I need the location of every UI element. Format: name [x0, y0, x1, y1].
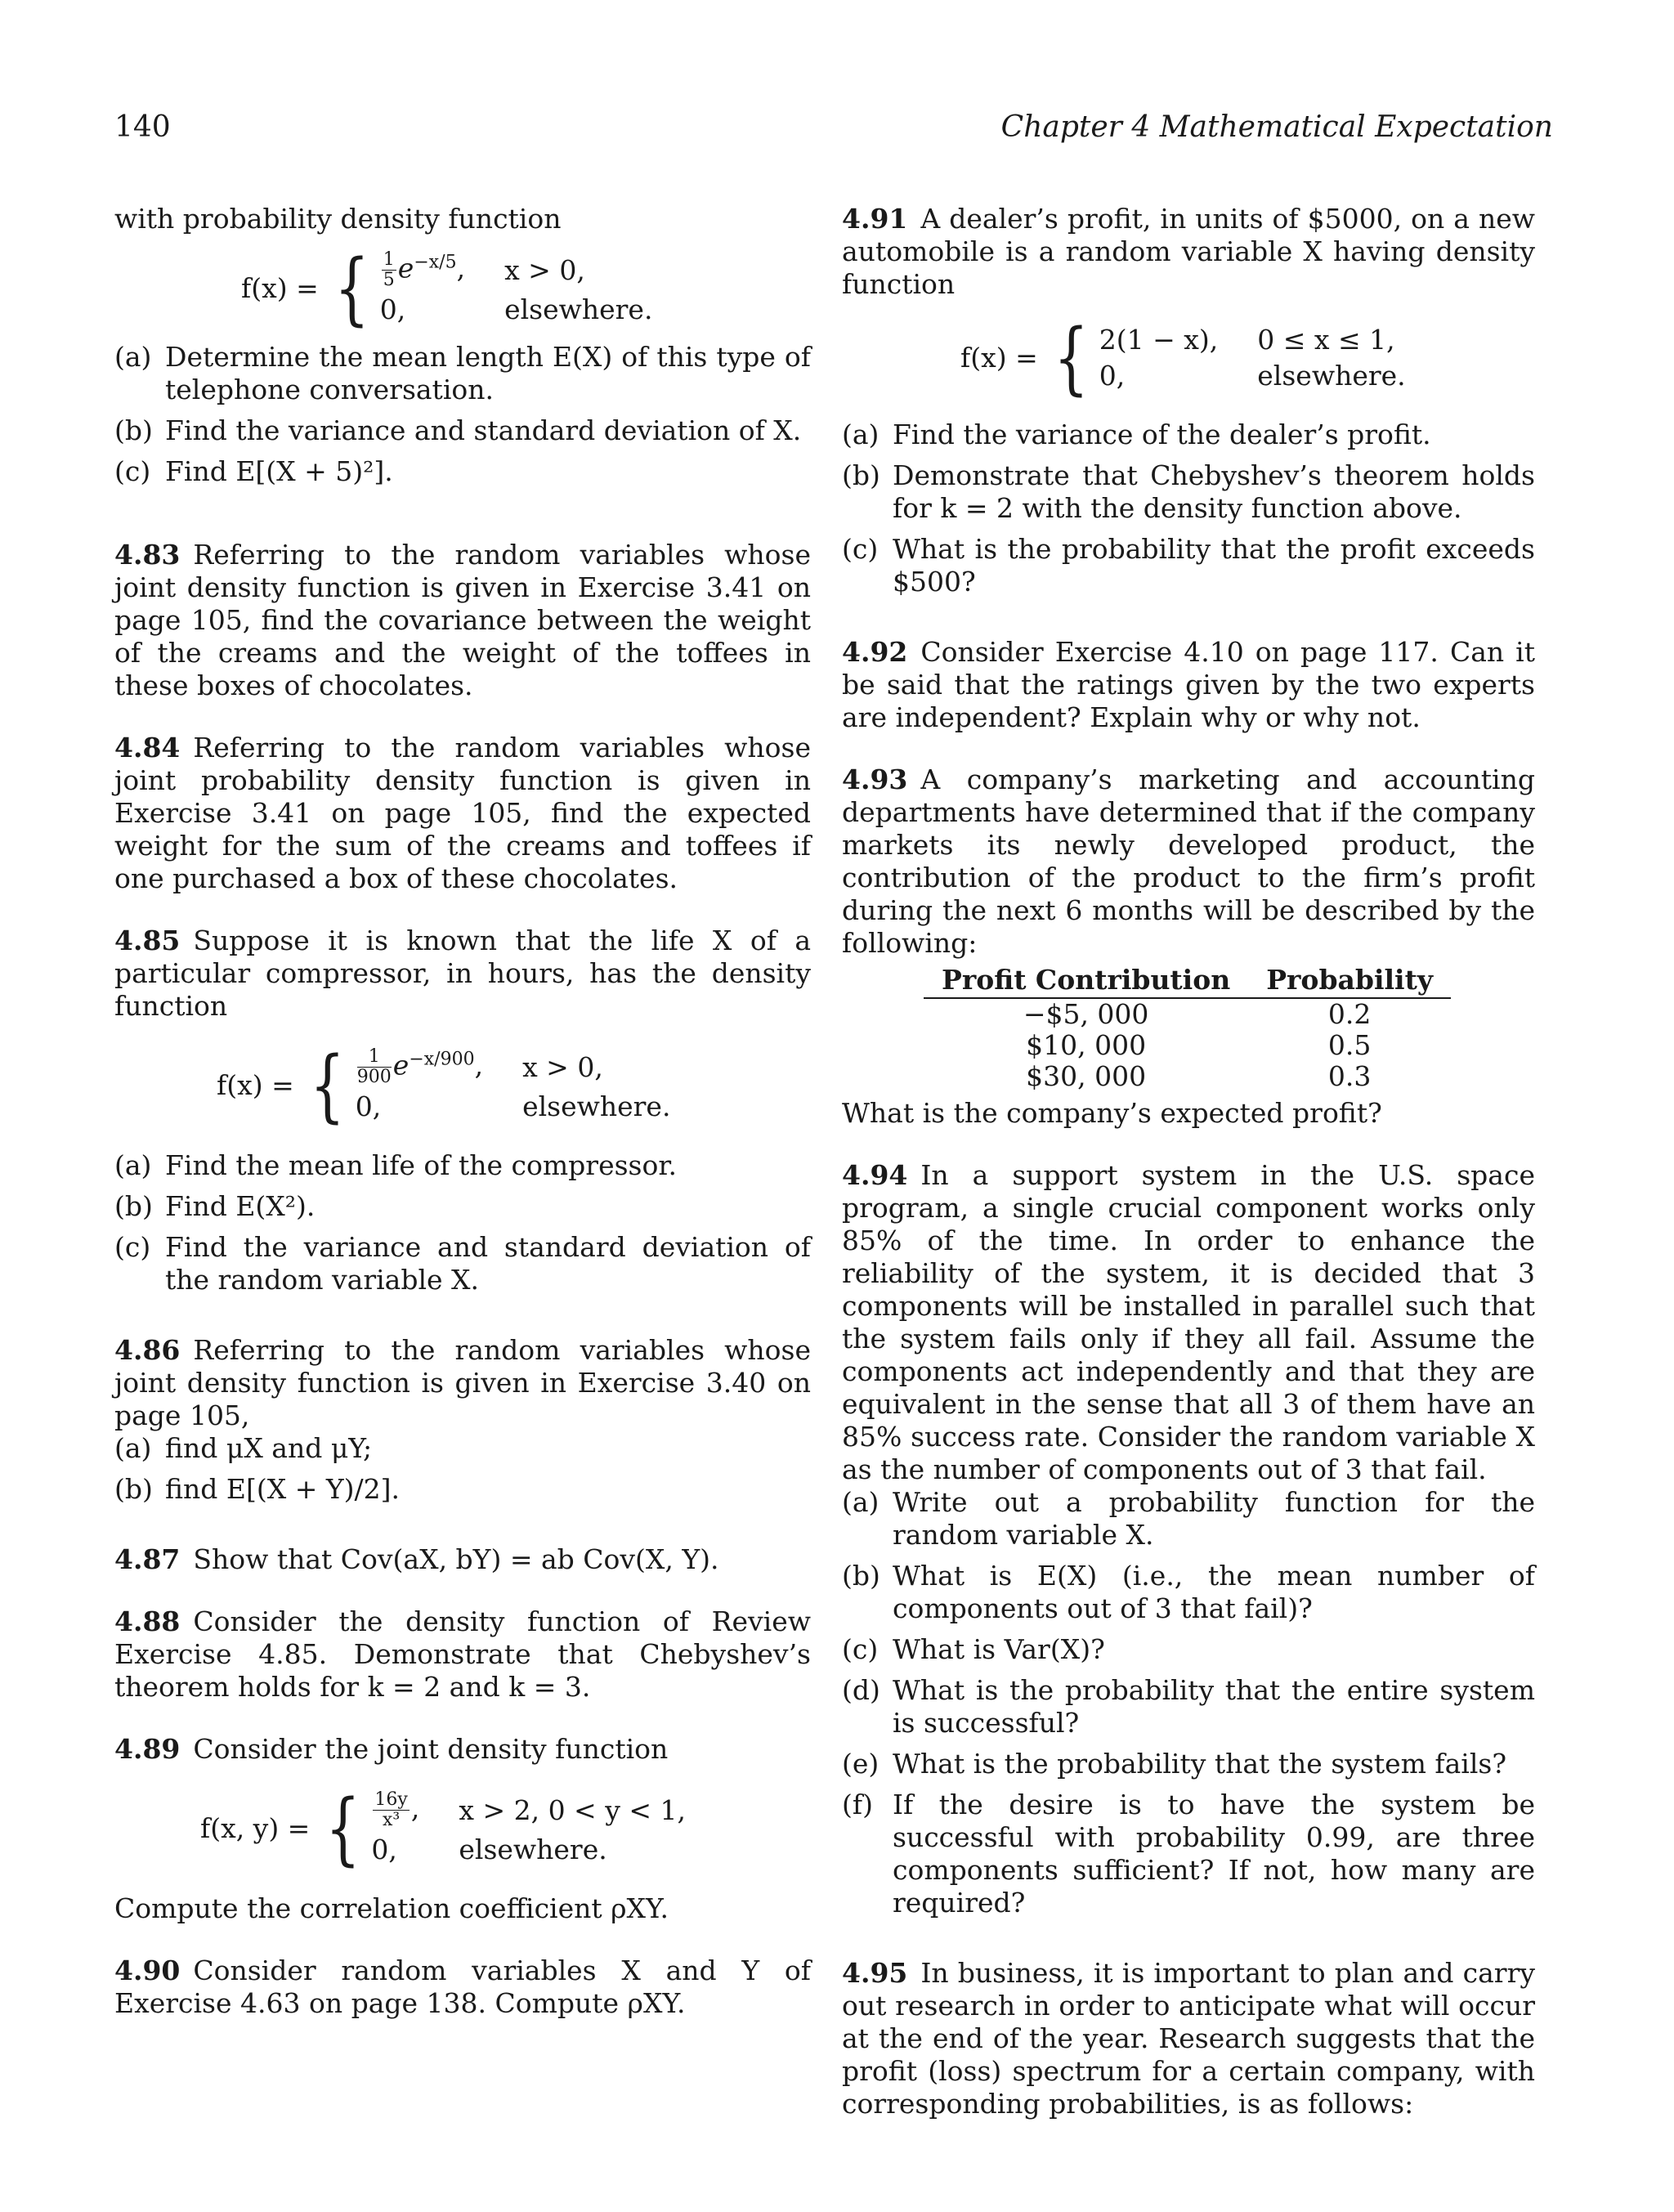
question-item: (b) find E[(X + Y)/2]. — [114, 1473, 400, 1505]
case-2-expr: 0, — [379, 293, 406, 325]
exercise-4-90: 4.90 Consider random variables X and Y of Exercise 4.63 on page 138. Compute ρXY. — [114, 1955, 811, 2019]
case-2-cond: elsewhere. — [504, 293, 653, 325]
fraction: $\frac{16y}{\text{x³}}$ — [374, 1789, 408, 1830]
question-item: (a) find μX and μY; — [114, 1432, 373, 1464]
exercise-4-95: 4.95 In business, it is important to plan and carry out research in order to anticipate what will occur at the end of the year. Research suggests that the profit (loss) spectrum for a certain company, with corresponding probabilities, is as follows: — [842, 1957, 1535, 2120]
question-item: (e) What is the probability that the system fails? — [842, 1748, 1507, 1780]
formula-lhs: f(x, y) = — [200, 1811, 311, 1844]
question-item: (a) Find the variance of the dealer’s profit. — [842, 419, 1431, 450]
questions-486 — [114, 1432, 811, 1506]
brace-icon: { — [309, 1039, 345, 1131]
question-item: (c) What is Var(X)? — [842, 1633, 1105, 1665]
running-head: Chapter 4 Mathematical Expectation — [1000, 110, 1553, 144]
formula-lhs: f(x) = — [217, 1068, 294, 1101]
exercise-4-89: 4.89 Consider the joint density function — [114, 1733, 669, 1765]
exercise-4-91: 4.91 A dealer’s profit, in units of $5000, on a new automobile is a random variable X having density function — [842, 203, 1535, 300]
question-item: (b) What is E(X) (i.e., the mean number of components out of 3 that fail)? — [842, 1560, 1535, 1624]
case-1-expr: 2(1 − x), — [1099, 324, 1219, 356]
case-2-cond: elsewhere. — [459, 1834, 607, 1865]
exercise-4-89-followup: Compute the correlation coefficient ρXY. — [114, 1892, 669, 1924]
page-number: 140 — [114, 110, 171, 144]
fraction: $\frac{1}{900}$ — [356, 1046, 392, 1087]
table-row: $10, 000 0.5 — [1026, 1029, 1372, 1061]
brace-icon: { — [1053, 312, 1089, 404]
case-2-expr: 0, — [371, 1834, 397, 1865]
question-item: (f) If the desire is to have the system be successful with probability 0.99, are three components sufficient? If not, how many are required? — [842, 1789, 1535, 1919]
question-item: (b) Demonstrate that Chebyshev’s theorem holds for k = 2 with the density function above. — [842, 459, 1535, 524]
case-1-cond: x > 0, — [522, 1050, 603, 1083]
brace-icon: { — [325, 1782, 361, 1874]
exercise-4-88: 4.88 Consider the density function of Review Exercise 4.85. Demonstrate that Chebyshev’s theorem holds for k = 2 and k = 3. — [114, 1605, 811, 1703]
exercise-4-93: 4.93 A company’s marketing and accounting departments have determined that if the company markets its newly developed product, the contribution of the product to the firm’s profit during the next 6 months will be described by the following: — [842, 763, 1535, 959]
profit-table — [924, 965, 1451, 1092]
density-formula-491 — [960, 312, 1535, 404]
table-header-probability: Probability — [1248, 965, 1451, 998]
questions-482 — [114, 341, 811, 488]
table-row: −$5, 000 0.2 — [1023, 998, 1372, 1030]
case-2-cond: elsewhere. — [522, 1090, 671, 1122]
question-item: (c) What is the probability that the profit exceeds $500? — [842, 533, 1535, 598]
case-1-cond: x > 2, 0 < y < 1, — [459, 1793, 686, 1826]
question-item: (b) Find E(X²). — [114, 1190, 316, 1222]
case-2-cond: elsewhere. — [1257, 360, 1406, 392]
case-1-expr: $\frac{1}{900}$ $e^{-x/900}$, — [356, 1046, 484, 1087]
question-item: (c) Find E[(X + 5)²]. — [114, 455, 393, 487]
exercise-4-93-followup: What is the company’s expected profit? — [842, 1097, 1382, 1129]
formula-cases — [356, 1047, 671, 1123]
question-item: (a) Find the mean life of the compressor. — [114, 1149, 677, 1181]
brace-icon: { — [333, 242, 369, 334]
case-2-expr: 0, — [355, 1090, 382, 1122]
exercise-4-92: 4.92 Consider Exercise 4.10 on page 117. Can it be said that the ratings given by the two experts are independent? Explain why or why not. — [842, 636, 1535, 733]
left-column — [114, 203, 811, 2020]
table-row: $30, 000 0.3 — [1026, 1060, 1372, 1092]
exercise-4-84: 4.84 Referring to the random variables whose joint probability density function is given in Exercise 3.41 on page 105, find the expected weight for the sum of the creams and toffees if one purchased a box of these chocolates. — [114, 732, 811, 894]
table-header-profit: Profit Contribution — [924, 965, 1248, 998]
question-item: (c) Find the variance and standard deviation of the random variable X. — [114, 1231, 811, 1296]
exercise-4-85: 4.85 Suppose it is known that the life X of a particular compressor, in hours, has the density function — [114, 925, 811, 1022]
questions-491 — [842, 419, 1535, 598]
formula-lhs: f(x) = — [241, 271, 319, 304]
formula-cases — [380, 250, 653, 326]
exercise-4-86: 4.86 Referring to the random variables whose joint density function is given in Exercise 3.40 on page 105, — [114, 1334, 811, 1431]
exercise-4-87: 4.87 Show that Cov(aX, bY) = ab Cov(X, Y). — [114, 1543, 719, 1575]
question-item: (a) Write out a probability function for the random variable X. — [842, 1486, 1535, 1551]
formula-cases — [371, 1790, 686, 1866]
exercise-4-83: 4.83 Referring to the random variables whose joint density function is given in Exercise 3.41 on page 105, find the covariance between the weight of the creams and the weight of the toffees in these boxes of chocolates. — [114, 539, 811, 701]
question-item: (a) Determine the mean length E(X) of this type of telephone conversation. — [114, 341, 811, 405]
density-formula-482 — [241, 242, 811, 334]
questions-485 — [114, 1149, 811, 1296]
case-1-expr: $\frac{16y}{\text{x³}}$ , — [374, 1789, 420, 1830]
case-2-expr: 0, — [1099, 360, 1126, 392]
exercise-4-94: 4.94 In a support system in the U.S. space program, a single crucial component works only 85% of the time. In order to enhance the reliability of the system, it is decided that 3 components will be installed in parallel such that the system fails only if they all fail. Assume the components act independently and that they are equivalent in the sense that all 3 of them have an 85% success rate. Consider the random variable X as the number of components out of 3 that fail. — [842, 1159, 1535, 1485]
case-1-expr: $\frac{1}{5}$ $e^{-x/5}$, — [383, 249, 466, 290]
question-item: (d) What is the probability that the entire system is successful? — [842, 1674, 1535, 1739]
right-column — [842, 203, 1535, 2120]
formula-cases — [1099, 324, 1406, 392]
density-formula-489 — [200, 1782, 811, 1874]
questions-494 — [842, 1486, 1535, 1919]
case-1-cond: x > 0, — [504, 253, 585, 286]
fraction: $\frac{1}{5}$ — [383, 249, 395, 290]
density-formula-485 — [217, 1039, 811, 1131]
case-1-cond: 0 ≤ x ≤ 1, — [1257, 324, 1395, 356]
intro-text: with probability density function — [114, 203, 562, 235]
question-item: (b) Find the variance and standard deviation of X. — [114, 414, 802, 446]
formula-lhs: f(x) = — [960, 342, 1038, 374]
